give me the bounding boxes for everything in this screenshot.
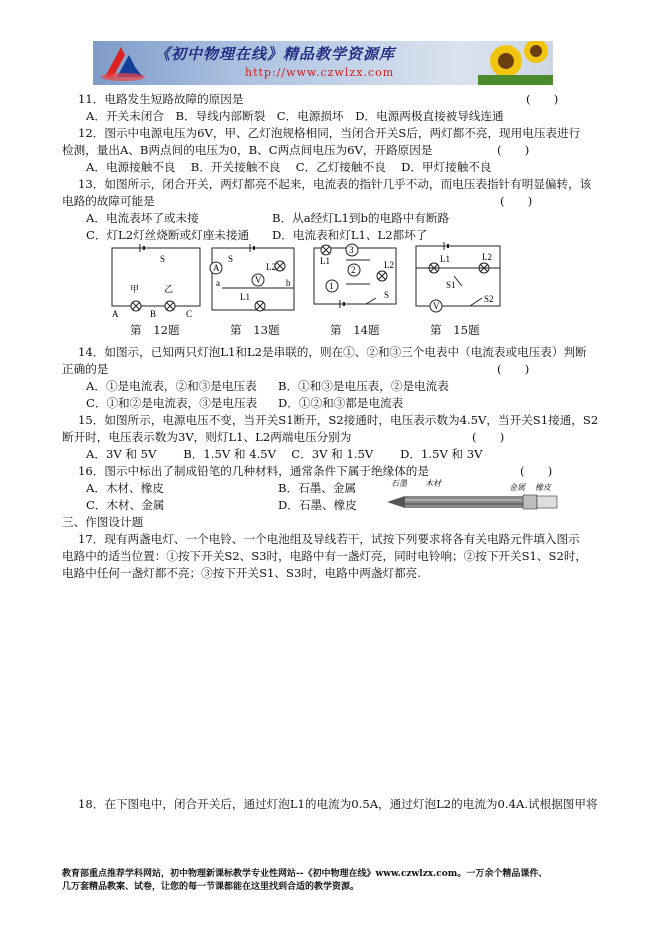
pencil-label-wood: 木材 [425,479,441,488]
fig14-label-l1: L1 [320,256,330,266]
caption-fig12: 第 12题 [130,323,180,337]
q14-option-d: D．①②和③都是电流表 [278,396,404,410]
fig14-label-2: 2 [351,265,356,275]
q12-line1: 12．图示中电源电压为6V，甲、乙灯泡规格相同，当闭合开关S后，两灯都不亮，现用电压表进行 [78,126,581,140]
q13-option-d: D．电流表和灯L1、L2都坏了 [272,228,428,242]
q13-line1: 13．如图所示，闭合开关，两灯都亮不起来，电流表的指针几乎不动，而电压表指针有明显偏转，该 [78,177,592,191]
pencil-figure [385,476,575,512]
fig13-label-l1: L1 [240,292,250,302]
q14-option-a: A．①是电流表，②和③是电压表 [86,379,257,393]
q16-option-c: C．木材、金属 [86,498,165,512]
fig15-label-v: V [433,301,440,311]
q11-options: A．开关未闭合 B．导线内部断裂 C．电源损坏 D．电源两极直接被导线连通 [86,109,504,123]
logo-icon [99,43,149,83]
fig15-label-l1: L1 [440,254,450,264]
banner-title: 《初中物理在线》精品教学资源库 [155,45,396,63]
q15-line1: 15．如图所示，电源电压不变，当开关S1断开，S2接通时，电压表示数为4.5V，当开关S1接通，S2 [78,413,599,427]
fig14-label-3: 3 [349,245,354,255]
fig12-label-yi: 乙 [164,284,174,294]
header-banner [93,41,553,85]
fig13-circuit [210,244,294,311]
q13-bracket: ( ) [500,194,533,208]
pencil-label-graphite: 石墨 [391,479,407,488]
q18-line1: 18．在下图电中，闭合开关后，通过灯泡L1的电流为0.5A，通过灯泡L2的电流为0.4A.试根据图甲将 [78,797,598,811]
caption-fig14: 第 14题 [330,323,380,337]
caption-fig13: 第 13题 [230,323,280,337]
q17-line2: 电路中的适当位置：①按下开关S2、S3时，电路中有一盏灯亮，同时电铃响；②按下开关S1、S2时， [62,549,588,563]
banner-url[interactable]: http://www.czwlzx.com [245,66,395,79]
fig13-label-v: V [255,275,262,285]
fig13-label-a-meter: A [213,263,220,273]
fig12-label-c: C [186,309,193,319]
fig13-label-l2: L2 [266,262,276,272]
q13-option-a: A．电流表坏了或未接 [86,211,199,225]
q15-bracket: ( ) [472,430,505,444]
q14-line1: 14．如图示，已知两只灯泡L1和L2是串联的，则在①、②和③三个电表中（电流表或电压表）判断 [78,345,587,359]
q17-line3: 电路中任何一盏灯都不亮；③按下开关S1、S3时，电路中两盏灯都亮. [62,566,421,580]
q16-option-d: D．石墨、橡皮 [278,498,357,512]
q15-line2: 断开时，电压表示数为3V，则灯L1、L2两端电压分别为 [62,430,352,444]
fig13-label-b-point: b [286,278,291,288]
footer-line2: 几万套精品教案、试卷，让您的每一节课都能在这里找到合适的教学资源。 [62,882,360,892]
q14-option-b: B．①和③是电压表，②是电流表 [278,379,449,393]
circuit-figures [100,240,600,320]
fig12-label-s: S [160,254,166,264]
fig12-label-jia: 甲 [130,284,140,294]
footer-line1: 教育部重点推荐学科网站，初中物理新课标教学专业性网站--《初中物理在线》www.czwlzx.com。一万余个精品课件、 [62,869,548,879]
q16-stem: 16．图示中标出了制成铅笔的几种材料，通常条件下属于绝缘体的是 [78,464,429,478]
q14-bracket: ( ) [497,362,530,376]
q12-line2: 检测，量出A、B两点间的电压为0，B、C两点间电压为6V，开路原因是 [62,143,433,157]
q16-bracket: ( ) [520,464,553,478]
fig14-label-s: S [384,290,390,300]
q12-bracket: ( ) [497,143,530,157]
fig15-label-s2: S2 [484,294,494,304]
q13-option-c: C．灯L2灯丝烧断或灯座未接通 [86,228,250,242]
fig14-label-1: 1 [329,281,334,291]
fig12-label-b: B [150,309,157,319]
fig12-circuit [112,244,200,311]
fig12-label-a: A [112,309,119,319]
fig13-label-a-point: a [216,278,220,288]
q13-option-b: B．从a经灯L1到b的电路中有断路 [272,211,450,225]
q11-bracket: ( ) [526,92,559,106]
q16-option-b: B．石墨、金属 [278,481,357,495]
pencil-label-eraser: 橡皮 [535,483,551,492]
fig14-label-l2: L2 [384,260,394,270]
q17-line1: 17．现有两盏电灯、一个电铃、一个电池组及导线若干，试按下列要求将各有关电路元件填入图示 [78,532,580,546]
q13-line2: 电路的故障可能是 [62,194,155,208]
q12-options: A．电源接触不良 B．开关接触不良 C．乙灯接触不良 D．甲灯接触不良 [86,160,492,174]
fig15-label-l2: L2 [482,252,492,262]
caption-fig15: 第 15题 [430,323,480,337]
q14-line2: 正确的是 [62,362,109,376]
fig15-label-s1: S1 [446,280,456,290]
q11-stem: 11．电路发生短路故障的原因是 [78,92,244,106]
section3-title: 三、作图设计题 [62,515,144,529]
q14-option-c: C．①和②是电流表，③是电压表 [86,396,258,410]
pencil-label-metal: 金属 [509,483,525,492]
sunflower-icon [478,41,553,85]
q15-options: A．3V 和 5V B．1.5V 和 4.5V C．3V 和 1.5V D．1.5V 和 3V [86,447,483,461]
fig13-label-s: S [228,254,234,264]
q16-option-a: A．木材、橡皮 [86,481,164,495]
